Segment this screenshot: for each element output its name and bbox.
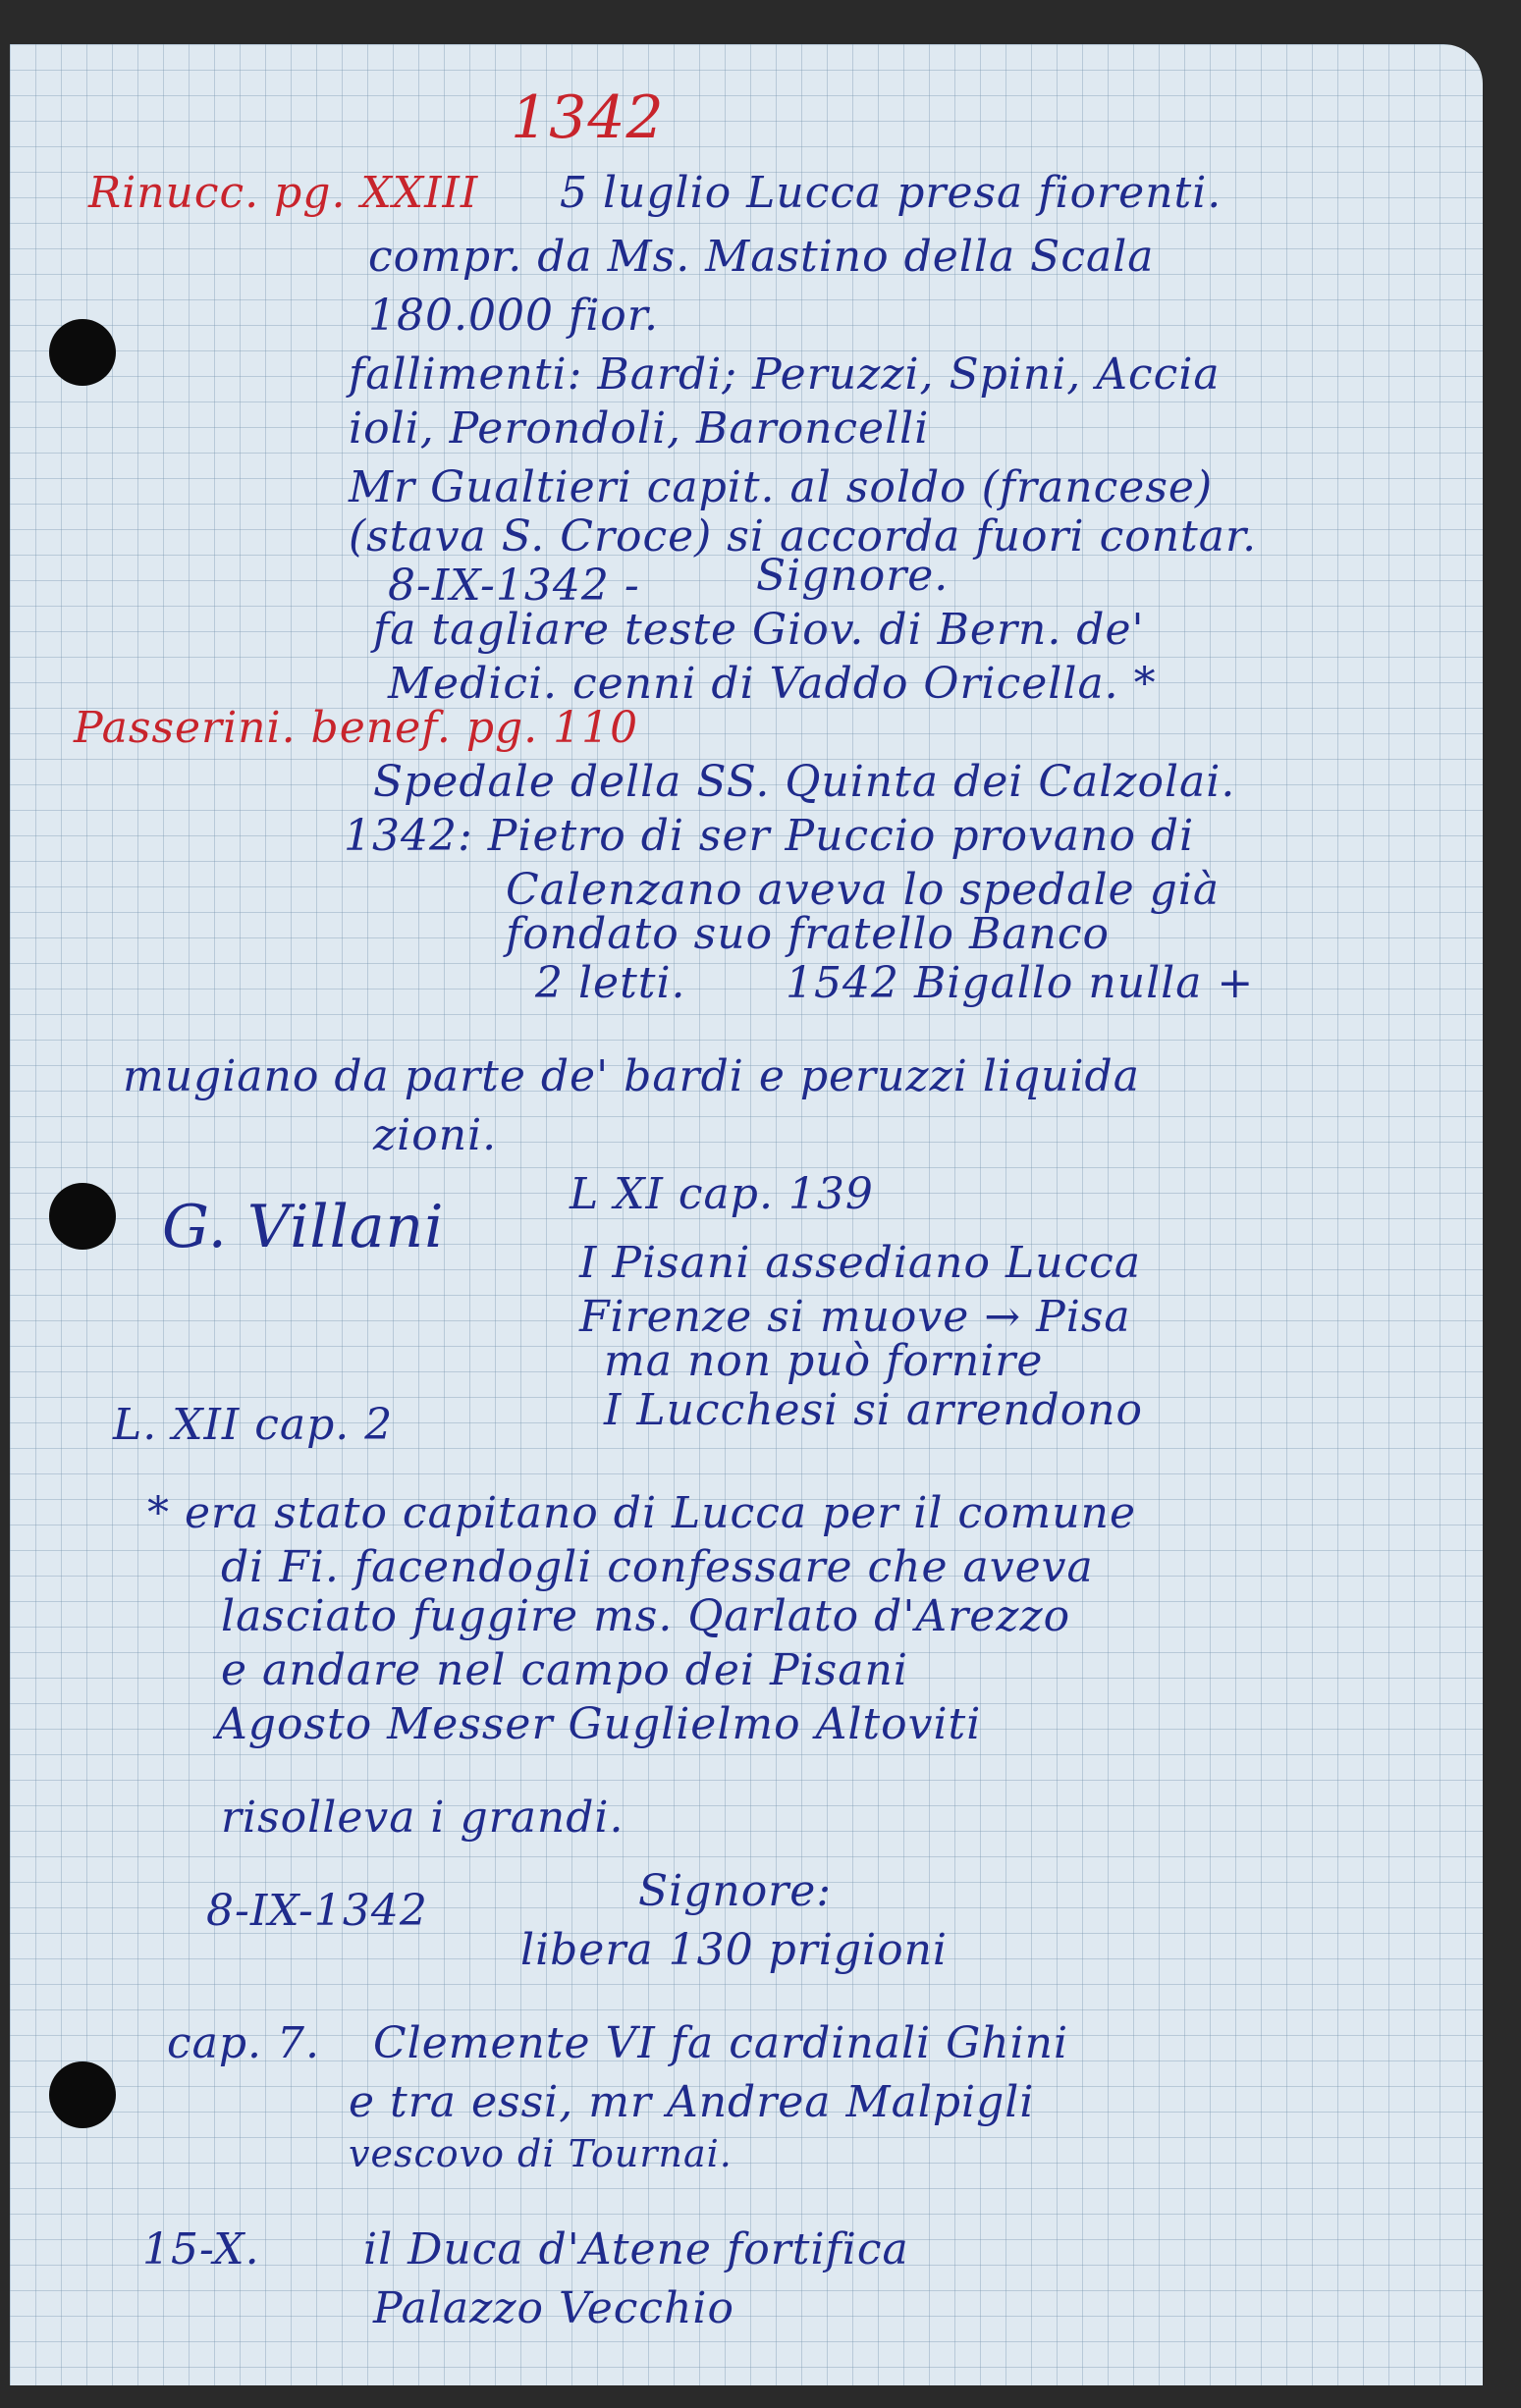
villani-line: I Lucchesi si arrendono xyxy=(604,1385,1144,1435)
note-line: fa tagliare teste Giov. di Bern. de' xyxy=(373,605,1145,655)
note-line: zioni. xyxy=(373,1110,498,1160)
note-line: ioli, Perondoli, Baroncelli xyxy=(349,403,930,454)
note-line: Signore: xyxy=(638,1866,833,1916)
note-line: libera 130 prigioni xyxy=(520,1925,948,1975)
footnote-line: * era stato capitano di Lucca per il comune xyxy=(147,1488,1136,1538)
reference-passerini: Passerini. benef. pg. 110 xyxy=(74,703,639,753)
note-line: Mr Gualtieri capit. al soldo (francese) xyxy=(349,462,1214,512)
reference-lxii: L. XII cap. 2 xyxy=(113,1400,394,1450)
footnote-line: di Fi. facendogli confessare che aveva xyxy=(221,1542,1094,1592)
note-line: risolleva i grandi. xyxy=(221,1793,625,1843)
duca-line: Palazzo Vecchio xyxy=(373,2283,734,2333)
villani-line: ma non può fornire xyxy=(604,1336,1044,1386)
footnote-line: lasciato fuggire ms. Qarlato d'Arezzo xyxy=(221,1591,1071,1641)
reference-cap7: cap. 7. xyxy=(167,2018,320,2068)
footnote-line: e andare nel campo dei Pisani xyxy=(221,1645,908,1695)
spedale-line: Calenzano aveva lo spedale già xyxy=(506,865,1221,915)
date-line: 15-X. xyxy=(142,2224,260,2274)
note-line: Signore. xyxy=(756,551,950,601)
binder-hole-middle xyxy=(49,1183,116,1250)
duca-line: il Duca d'Atene fortifica xyxy=(363,2224,909,2274)
author-villani: G. Villani xyxy=(162,1193,445,1261)
villani-line: I Pisani assediano Lucca xyxy=(579,1238,1142,1288)
note-line: 5 luglio Lucca presa fiorenti. xyxy=(560,168,1222,218)
notebook-page xyxy=(10,44,1483,2385)
binder-hole-top xyxy=(49,319,116,386)
note-line: 180.000 fior. xyxy=(368,291,659,341)
note-line: Medici. cenni di Vaddo Oricella. * xyxy=(388,659,1157,709)
spedale-line: 1342: Pietro di ser Puccio provano di xyxy=(344,811,1195,861)
spedale-line: 1542 Bigallo nulla + xyxy=(786,958,1255,1008)
footnote-line: Agosto Messer Guglielmo Altoviti xyxy=(216,1699,982,1749)
header-year: 1342 xyxy=(511,83,665,152)
spedale-line: fondato suo fratello Banco xyxy=(506,909,1110,959)
note-line: compr. da Ms. Mastino della Scala xyxy=(368,232,1155,282)
spedale-line: 2 letti. xyxy=(535,958,686,1008)
date-line: 8-IX-1342 - xyxy=(388,561,640,611)
cap7-line: Clemente VI fa cardinali Ghini xyxy=(373,2018,1069,2068)
binder-hole-bottom xyxy=(49,2061,116,2128)
spedale-line: Spedale della SS. Quinta dei Calzolai. xyxy=(373,757,1236,807)
note-line: (stava S. Croce) si accorda fuori contar. xyxy=(349,511,1258,562)
note-line: mugiano da parte de' bardi e peruzzi liquida xyxy=(123,1051,1140,1101)
date-line: 8-IX-1342 xyxy=(206,1886,428,1936)
cap7-line: e tra essi, mr Andrea Malpigli xyxy=(349,2077,1035,2127)
reference-rinucc: Rinucc. pg. XXIII xyxy=(88,168,479,218)
cap7-line: vescovo di Tournai. xyxy=(349,2132,733,2175)
villani-line: Firenze si muove → Pisa xyxy=(579,1292,1131,1342)
reference-villani: L XI cap. 139 xyxy=(570,1169,874,1219)
note-line: fallimenti: Bardi; Peruzzi, Spini, Accia xyxy=(349,349,1221,400)
